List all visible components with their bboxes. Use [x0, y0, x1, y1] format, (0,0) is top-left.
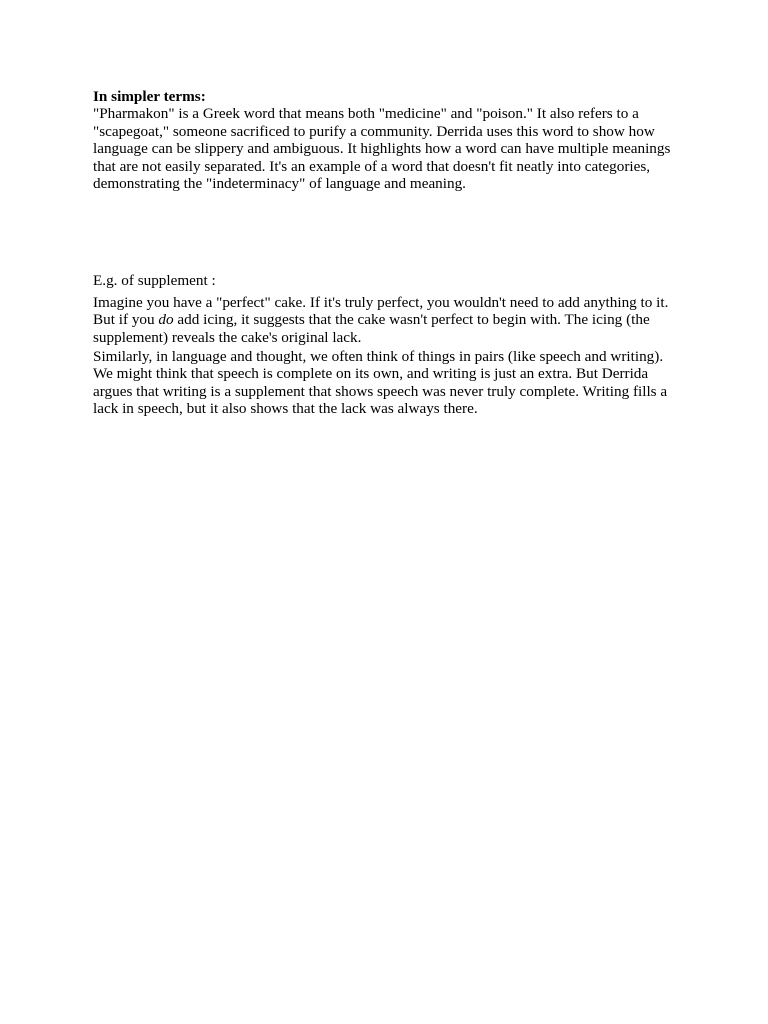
supplement-label: E.g. of supplement : [93, 272, 216, 290]
section-heading: In simpler terms: [93, 88, 206, 105]
blank-space [93, 192, 683, 272]
document-page [93, 88, 683, 418]
pharmakon-paragraph: "Pharmakon" is a Greek word that means both "medicine" and "poison." It also refers to a "scapegoat," someone sacrificed to purify a community. Derrida uses this word to show how language can be slippery and ambiguous. It highlights how a word can have multiple meanings that are not easily separated. It's an example of a word that doesn't fit neatly into categories, demonstrating the "indeterminacy" of language and meaning. [93, 105, 671, 193]
emphasis-do: do [158, 311, 174, 329]
speech-writing-paragraph: Similarly, in language and thought, we often think of things in pairs (like speech and writing). We might think that speech is complete on its own, and writing is just an extra. But Derrida argues that writing is a supplement that shows speech was never truly complete. Writing fills a lack in speech, but it also shows that the lack was always there. [93, 348, 668, 418]
cake-text-start: Imagine you have a "perfect" cake. If it's truly perfect, you wouldn't need to add anything to it. But if you [93, 293, 669, 329]
cake-text-end: add icing, it suggests that the cake wasn't perfect to begin with. The icing (the supplement) reveals the cake's original lack. [93, 311, 650, 346]
cake-paragraph [93, 294, 683, 346]
